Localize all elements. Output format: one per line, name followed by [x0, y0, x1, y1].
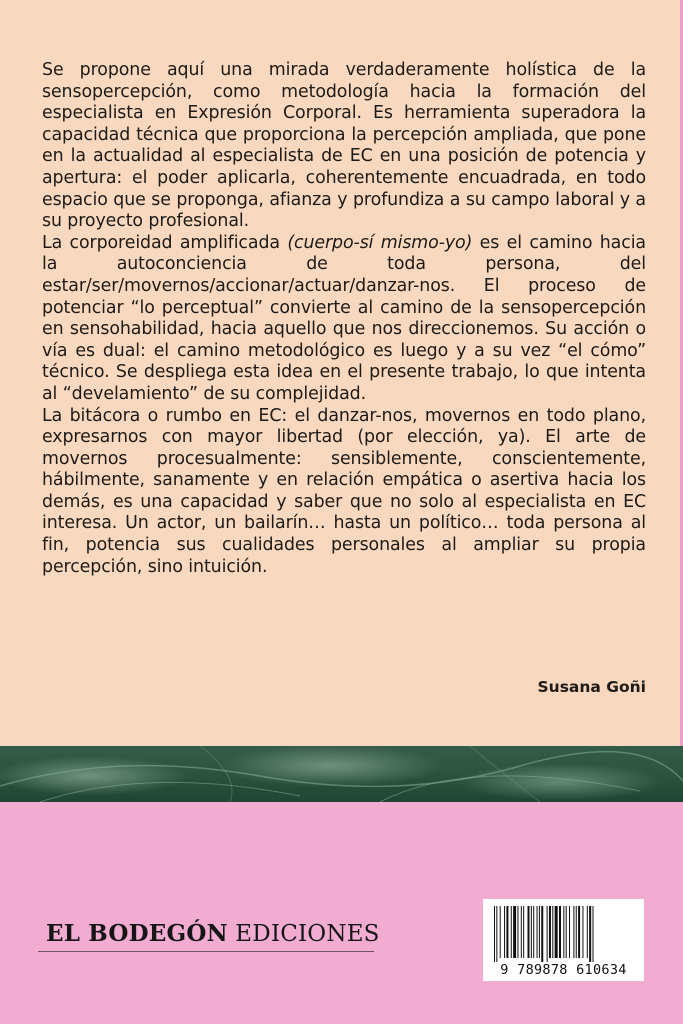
barcode-bar: [547, 906, 548, 962]
barcode-bar: [559, 906, 561, 958]
barcode-bar: [531, 906, 532, 958]
barcode-bar: [576, 906, 577, 958]
barcode-bar: [566, 906, 567, 958]
blurb-paragraph-2-rest: es el camino hacia la autoconciencia de toda persona, del estar/ser/movernos/accionar/actuar/danzar-nos. El proceso de potenciar “lo perceptual” convierte al camino de la sensopercepción en sensohabilidad, hacia aquello que nos direccionemos. Su acción o vía es dual: el camino metodológico es luego y a su vez “el cómo” técnico. Se despliega esta idea en el presente trabajo, lo que intenta al “develamiento” de su complejidad.: [42, 232, 646, 404]
publisher-name-regular: EDICIONES: [227, 921, 380, 947]
barcode-bar: [506, 906, 508, 958]
barcode-bar: [504, 906, 505, 958]
blurb-paragraph-2-start: La corporeidad amplificada: [42, 232, 288, 253]
blurb-italic-phrase: (cuerpo-sí mismo-yo): [287, 232, 473, 253]
isbn-barcode: [483, 899, 644, 981]
leaf-photo-band: [0, 746, 683, 802]
barcode-bar: [573, 906, 574, 958]
barcode-bar: [569, 906, 570, 958]
barcode-bar: [555, 906, 558, 958]
barcode-bars: [494, 906, 633, 962]
back-cover-blurb: [42, 60, 646, 578]
barcode-bar: [511, 906, 512, 958]
barcode-bar: [496, 906, 497, 962]
barcode-bar: [578, 906, 580, 958]
barcode-bar: [589, 906, 591, 962]
publisher-underline: [38, 951, 374, 952]
isbn-number: 9 789878 610634: [500, 962, 627, 978]
publisher-name-bold: EL BODEGÓN: [46, 920, 228, 947]
barcode-bar: [541, 906, 543, 962]
leaf-texture-image: [0, 746, 683, 802]
author-name: Susana Goñi: [537, 678, 646, 696]
blurb-paragraph-3: La bitácora o rumbo en EC: el danzar-nos, movernos en todo plano, expresarnos con mayor libertad (por elección, ya). El arte de movernos procesualmente: sensiblemente, conscientemente, hábilmente, sanamente y en relación empática o asertiva hacia los demás, es una capacidad y saber que no solo al especialista en EC interesa. Un actor, un bailarín… hasta un político… toda persona al fin, potencia sus cualidades personales al ampliar su propia percepción, sino intuición.: [42, 405, 646, 577]
barcode-bar: [513, 906, 516, 958]
barcode-bar: [500, 906, 501, 958]
barcode-bar: [528, 906, 530, 958]
barcode-bar: [494, 906, 495, 962]
barcode-bar: [517, 906, 518, 958]
blurb-paragraph-1: Se propone aquí una mirada verdaderamente holística de la sensopercepción, como metodología hacia la formación del especialista en Expresión Corporal. Es herramienta superadora la capacidad técnica que proporciona la percepción ampliada, que pone en la actualidad al especialista de EC en una posición de potencia y apertura: el poder aplicarla, coherentemente encuadrada, en todo espacio que se proponga, afianza y profundiza a su campo laboral y a su proyecto profesional.: [42, 60, 646, 232]
barcode-bar: [523, 906, 524, 958]
barcode-bar: [539, 906, 540, 958]
barcode-bar: [521, 906, 522, 958]
barcode-bar: [563, 906, 564, 958]
barcode-bar: [593, 906, 594, 962]
barcode-bar: [587, 906, 588, 958]
barcode-bar: [552, 906, 553, 958]
blurb-paragraph-2: [42, 233, 646, 406]
barcode-bar: [582, 906, 583, 958]
barcode-bar: [549, 906, 551, 958]
barcode-bar: [537, 906, 538, 958]
publisher-name: [46, 920, 380, 947]
barcode-bar: [533, 906, 534, 958]
